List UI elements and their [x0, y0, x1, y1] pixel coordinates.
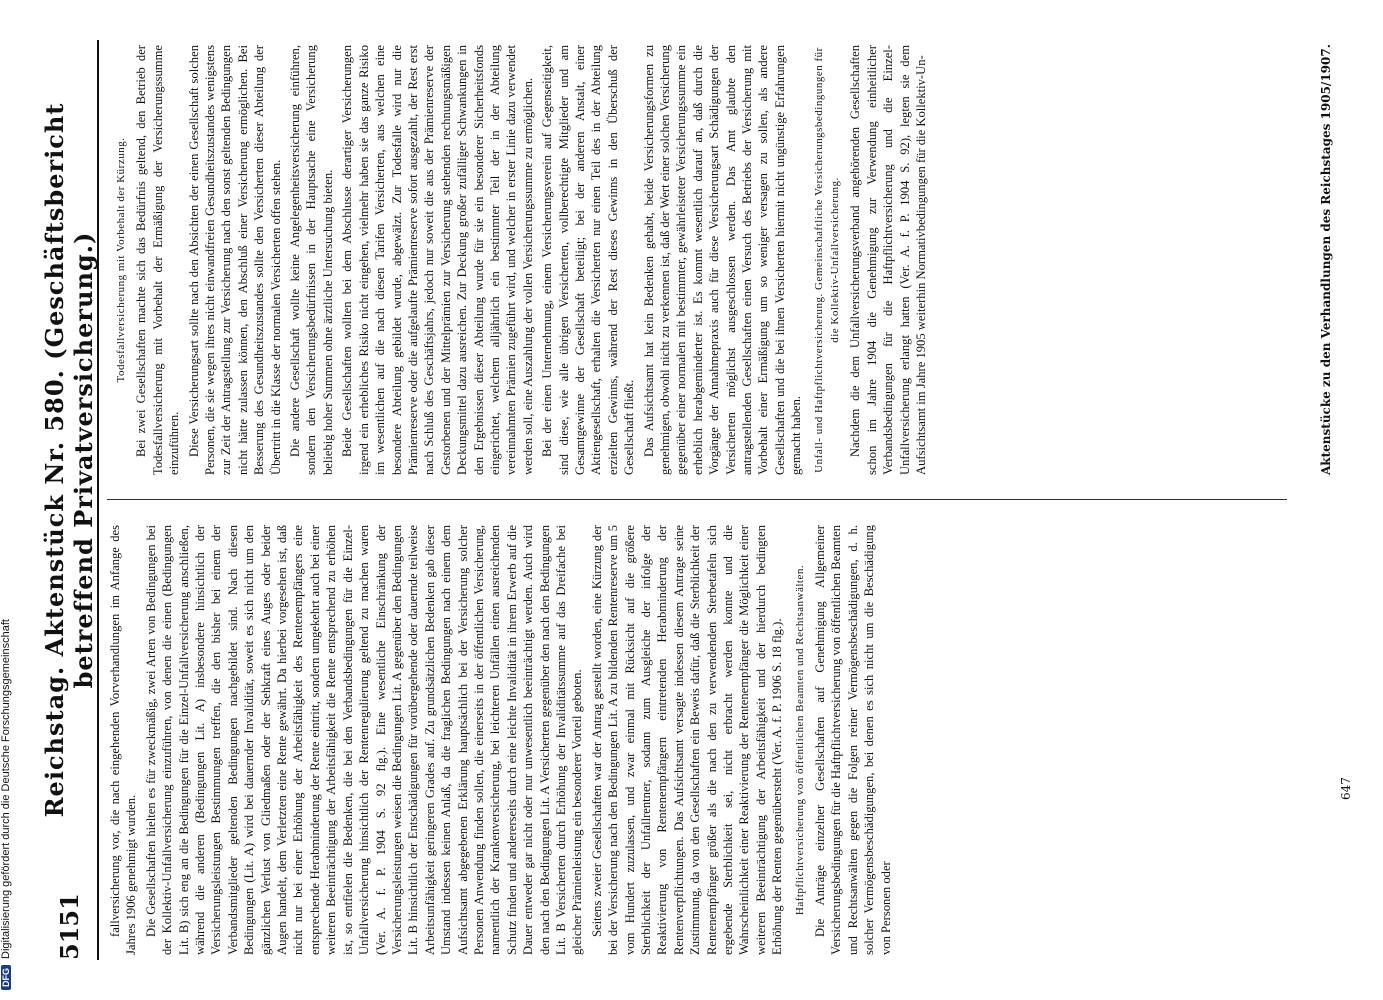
paragraph: Beide Gesellschaften wollten bei dem Abschlusse derartiger Versicherungen irgend ein erhebliches Risiko nicht eingehen, vielmehr haben sie das ganze Risiko im wesentlichen auf die nach diesen Tarifen Versicherten, aus welchen eine besondere Abteilung gebildet wurde, abgewälzt. Zur Todesfalle wird nur die Prämienreserve oder die aufgelaufte Prämienreserve sofort ausgezahlt, der Rest erst nach Schluß des Geschäftsjahrs, jedoch nur soweit die aus der Prämienreserve der Gestorbenen und der Mittelprämien zur Versicherung stehenden rechnungsmäßigen Deckungsmittel dazu ausreichen. Zur Deckung großer zufälliger Schwankungen in den Ergebnissen dieser Abteilung wurde für sie ein besonderer Sicherheitsfonds eingerichtet, welchem alljährlich ein bestimmter Teil der in der Abteilung vereinnahmten Prämien zugeführt wird, und welcher in erster Linie dazu verwendet werden soll, eine Auszahlung der vollen Versicherungssumme zu ermöglichen.: [340, 45, 535, 475]
page-number: 5151: [54, 893, 84, 960]
paragraph: Bei der einen Unternehmung, einem Versicherungsverein auf Gegenseitigkeit, sind diese, wie alle übrigen Versicherten, vollberechtigte Mitglieder und am Gesamtgewinne der Gesellschaft beteiligt; bei der anderen Anstalt, einer Aktiengesellschaft, erhalten die Versicherten nur einen Teil des in der Abteilung erzielten Gewinns, während der Rest dieses Gewinns in den Überschuß der Gesellschaft fließt.: [540, 45, 637, 475]
header-rule: [97, 40, 99, 960]
column-divider: [107, 499, 1287, 500]
dfg-sidebar: [0, 0, 16, 1000]
paragraph: Bei zwei Gesellschaften machte sich das Bedürfnis geltend, den Betrieb der Todesfallversicherung mit Vorbehalt der Ermäßigung der Versicherungssumme einzuführen.: [134, 45, 182, 475]
scanned-page: [18, 0, 1383, 1000]
bottom-page-number: 647: [1339, 777, 1353, 800]
paragraph: Die Anträge einzelner Gesellschaften auf Genehmigung Allgemeiner Versicherungsbedingungen für die Haftpflichtversicherung von öffentlichen Beamten und Rechtsanwälten gegen die Folgen reiner Vermögensbeschädigungen, d. h. solcher Vermögensbeschädigungen, bei denen es sich nicht um die Beschädigung von Personen oder: [813, 525, 893, 955]
paragraph: Die Gesellschaften hielten es für zweckmäßig, zwei Arten von Bedingungen bei der Kollektiv-Unfallversicherung einzuführen, von denen die einen (Bedingungen Lit. B) sich eng an die Bedingungen für die Einzel-Unfallversicherung anschließen, während die anderen (Bedingungen Lit. A) insbesondere hinsichtlich der Versicherungsleistungen Bestimmungen treffen, die den bisher bei einem der Verbandsmitglieder geltenden Bedingungen nachgebildet sind. Nach diesen Bedingungen (Lit. A) wird bei dauernder Invalidität, soweit es sich nicht um den gänzlichen Verlust von Gliedmaßen oder der Sehkraft eines Auges oder beider Augen handelt, dem Verletzten eine Rente gewährt. Da hierbei vorgesehen ist, daß nicht nur bei einer Erhöhung der Arbeitsfähigkeit des Rentenempfängers eine entsprechende Herabminderung der Rente eintritt, sondern umgekehrt auch bei einer weiteren Beeinträchtigung der Arbeitsfähigkeit die Rente entsprechend zu erhöhen ist, so entfielen die Bedenken, die bei den Verbandsbedingungen für die Einzel-Unfallversicherung hinsichtlich der Rentenregulierung geltend zu machen waren (Ver. A. f. P. 1904 S. 92 flg.). Eine wesentliche Einschränkung der Versicherungsleistungen weisen die Bedingungen Lit. A gegenüber den Bedingungen Lit. B hinsichtlich der Entschädigungen für vorübergehende oder dauernde teilweise Arbeitsunfähigkeit geringeren Grades auf. Zu grundsätzlichen Bedenken gab dieser Umstand indessen keinen Anlaß, da die fraglichen Bedingungen nach einem dem Aufsichtsamt abgegebenen Erklärung hauptsächlich bei der Versicherung solcher Personen Anwendung finden sollen, die einerseits in der öffentlichen Versicherung, namentlich der Krankenversicherung, bei leichteren Unfällen einen ausreichenden Schutz finden und andererseits durch eine leichte Invalidität in ihrem Erwerb auf die Dauer entweder gar nicht oder nur unwesentlich beeinträchtigt werden. Auch wird den nach den Bedingungen Lit. A Versicherten gegenüber den nach den Bedingungen Lit. B Versicherten durch Erhöhung der Invaliditätssumme auf das Dreifache bei gleicher Prämienleistung ein besonderer Vorteil geboten.: [143, 525, 585, 955]
section-heading: Todesfallversicherung mit Vorbehalt der Kürzung.: [115, 137, 127, 383]
left-column: [107, 525, 897, 955]
dfg-note: [0, 10, 12, 1000]
paragraph: fallversicherung vor, die nach eingehenden Vorverhandlungen im Anfange des Jahres 1906 genehmigt wurden.: [108, 525, 139, 955]
paragraph: Nachdem die dem Unfallversicherungsverband angehörenden Gesellschaften schon im Jahre 1904 die Genehmigung zur Verwendung einheitlicher Verbandsbedingungen für die Haftpflichtversicherung und die Einzel-Unfallversicherung erlangt hatten (Ver. A. f. P. 1904 S. 92), legten sie dem Aufsichtsamt im Jahre 1905 weiterhin Normativbedingungen für die Kollektiv-Un-: [848, 45, 929, 475]
section-heading: Unfall- und Haftpflichtversicherung. Gemeinschaftliche Versicherungsbedingungen für die Kollektiv-Unfallversicherung.: [812, 47, 842, 473]
page-footer: Aktenstücke zu den Verhandlungen des Reichstages 1905/1907.: [1319, 44, 1333, 475]
paragraph: Seitens zweier Gesellschaften war der Antrag gestellt worden, eine Kürzung der bei der Versicherung nach den Bedingungen Lit. A zu bildenden Rentenreserve um 5 vom Hundert zuzulassen, und zwar einmal mit Rücksicht auf die größere Sterblichkeit der Unfallrentner, sodann zum Ausgleiche der infolge der Reaktivierung von Rentenempfängern eintretenden Herabminderung der Rentenverpflichtungen. Das Aufsichtsamt versagte indessen diesem Antrage seine Zustimmung, da von den Gesellschaften ein Beweis dafür, daß die Sterblichkeit der Rentenempfänger größer als die nach den zu verwendenden Sterbetafeln sich ergebende Sterblichkeit sei, nicht erbracht werden konnte und die Wahrscheinlichkeit einer Reaktivierung der Rentenempfänger die Möglichkeit einer weiteren Beeinträchtigung der Arbeitsfähigkeit und der hierdurch bedingten Erhöhung der Renten gegenübersteht (Ver. A. f. P. 1906 S. 18 flg.).: [589, 525, 785, 955]
running-head: Reichstag. Aktenstück Nr. 580. (Geschäftsbericht betreffend Privatversicherung.): [40, 102, 98, 818]
page-header: [40, 40, 98, 960]
section-heading: Haftpflichtversicherung von öffentlichen Beamten und Rechtsanwälten.: [793, 564, 806, 916]
paragraph: Diese Versicherungsart sollte nach den Absichten der einen Gesellschaft solchen Personen, die sie wegen ihres nicht einwandfreien Gesundheitszustandes wenigstens zur Zeit der Antragstellung zur Versicherung nach den sonst geltenden Bedingungen nicht hätte zulassen können, den Abschluß einer Versicherung ermöglichen. Bei Besserung des Gesundheitszustandes sollte den Versicherten dieser Abteilung der Übertritt in die Klasse der normalen Versicherten offen stehen.: [186, 45, 283, 475]
dfg-note-text: Digitalisierung gefördert durch die Deutsche Forschungsgemeinschaft: [0, 619, 12, 959]
right-column: [107, 45, 933, 475]
dfg-logo: DFG: [1, 965, 11, 990]
paragraph: Das Aufsichtsamt hat kein Bedenken gehabt, beide Versicherungsformen zu genehmigen, obwohl nicht zu verkennen ist, daß der Wert einer solchen Versicherung gegenüber einer normalen mit bestimmter, gewährleisteter Versicherungssumme ein erheblich herabgeminderter ist. Es kommt wesentlich darauf an, daß durch die Vorgänge der Annahmepraxis auch für diese Versicherungsart Schädigungen der Versicherten möglichst ausgeschlossen werden. Das Amt glaubte den antragstellenden Gesellschaften einen Versuch des Betriebs der Versicherung mit Vorbehalt einer Ermäßigung um so weniger versagen zu sollen, als andere Gesellschaften und die bei ihnen Versicherten hiermit nicht ungünstige Erfahrungen gemacht haben.: [641, 45, 804, 475]
paragraph: Die andere Gesellschaft wollte keine Angelegenheitsversicherung einführen, sondern den Versicherungsbedürfnissen in der Hauptsache eine Versicherung beliebig hoher Summen ohne ärztliche Untersuchung bieten.: [288, 45, 335, 475]
